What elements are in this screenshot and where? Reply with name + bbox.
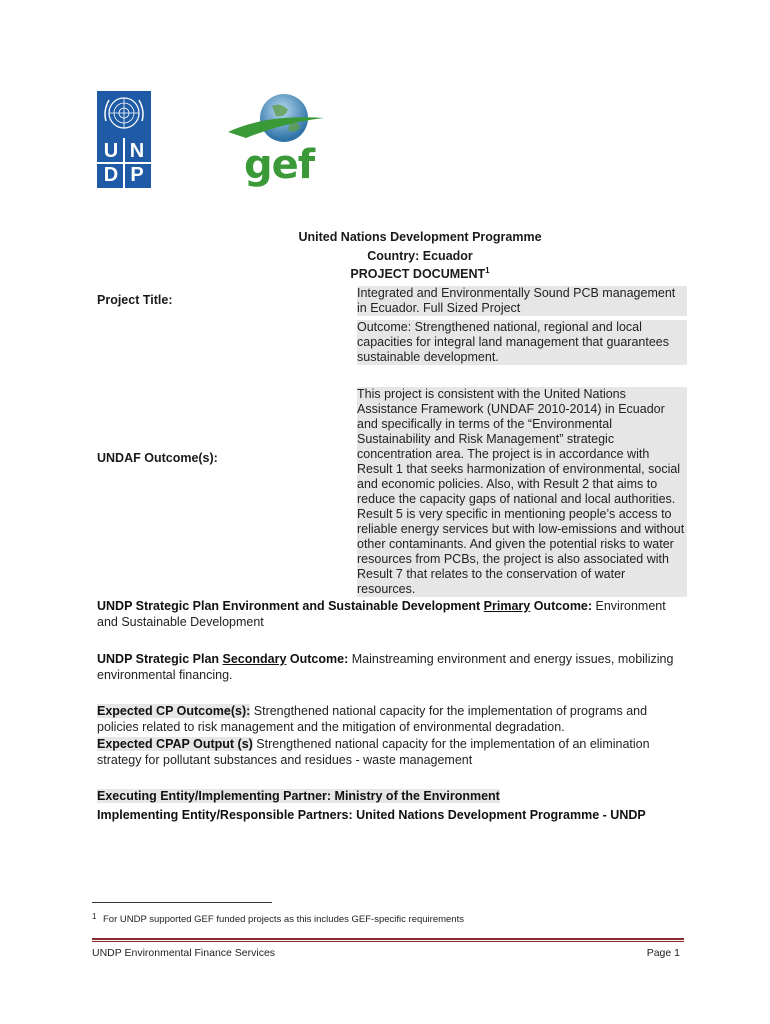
- doc-type-footnote-ref: 1: [485, 265, 490, 275]
- cpap-output: Expected CPAP Output (s) Strengthened national capacity for the implementation of an elimination strategy for pollutant substances and residues - waste management: [97, 737, 650, 767]
- org-name: United Nations Development Programme: [298, 230, 542, 244]
- undp-letter-n: N: [129, 140, 145, 162]
- gef-wordmark: gef: [244, 142, 315, 188]
- un-emblem-icon: [97, 91, 151, 137]
- executing-entity: Executing Entity/Implementing Partner: Ministry of the Environment: [97, 789, 500, 803]
- footnote-text: For UNDP supported GEF funded projects as this includes GEF-specific requirements: [103, 914, 464, 925]
- footer-rule: [92, 938, 684, 940]
- footer-rule-thin: [92, 941, 684, 942]
- implementing-entity: Implementing Entity/Responsible Partners: United Nations Development Programme - UNDP: [97, 808, 646, 822]
- secondary-outcome: UNDP Strategic Plan Secondary Outcome: Mainstreaming environment and energy issues, mobilizing environmental financing.: [97, 652, 674, 682]
- page-number: Page 1: [646, 947, 680, 959]
- undp-letter-p: P: [130, 164, 144, 186]
- undaf-label: UNDAF Outcome(s):: [97, 451, 218, 465]
- undp-logo: [97, 91, 151, 188]
- primary-outcome: UNDP Strategic Plan Environment and Sustainable Development Primary Outcome: Environment and Sustainable Development: [97, 599, 666, 629]
- project-title-value: Integrated and Environmentally Sound PCB management in Ecuador. Full Sized Project: [357, 286, 687, 316]
- project-outcome: Outcome: Strengthened national, regional and local capacities for integral land management that guarantees sustainable development.: [357, 320, 687, 365]
- undp-letter-u: U: [103, 140, 119, 162]
- country-line: Country: Ecuador: [367, 249, 473, 263]
- doc-type-text: PROJECT DOCUMENT: [350, 267, 486, 281]
- footnote-number: 1: [92, 912, 97, 921]
- doc-type-heading: [150, 267, 690, 281]
- undp-letter-grid: [97, 138, 151, 188]
- project-title-label: Project Title:: [97, 293, 173, 307]
- footnote-divider: [92, 902, 272, 903]
- undp-letter-d: D: [103, 164, 119, 186]
- undaf-text: This project is consistent with the United Nations Assistance Framework (UNDAF 2010-2014) in Ecuador and specifically in terms of the “Environmental Sustainability and Risk Management” strategic concentration area. The project is in accordance with Result 1 that seeks harmonization of environmental, social and economic policies. Also, with Result 2 that aims to reduce the capacity gaps of national and local authorities. Result 5 is very specific in mentioning people’s access to reliable energy services but with low-emissions and without other contaminants. And given the potential risks to water resources from PCBs, the project is also associated with Result 7 that relates to the conservation of water resources.: [357, 387, 687, 597]
- cp-outcome: Expected CP Outcome(s): Strengthened national capacity for the implementation of programs and policies related to risk management and the mitigation of environmental degradation.: [97, 704, 648, 734]
- footer-org: UNDP Environmental Finance Services: [92, 947, 276, 959]
- gef-logo: [226, 92, 326, 190]
